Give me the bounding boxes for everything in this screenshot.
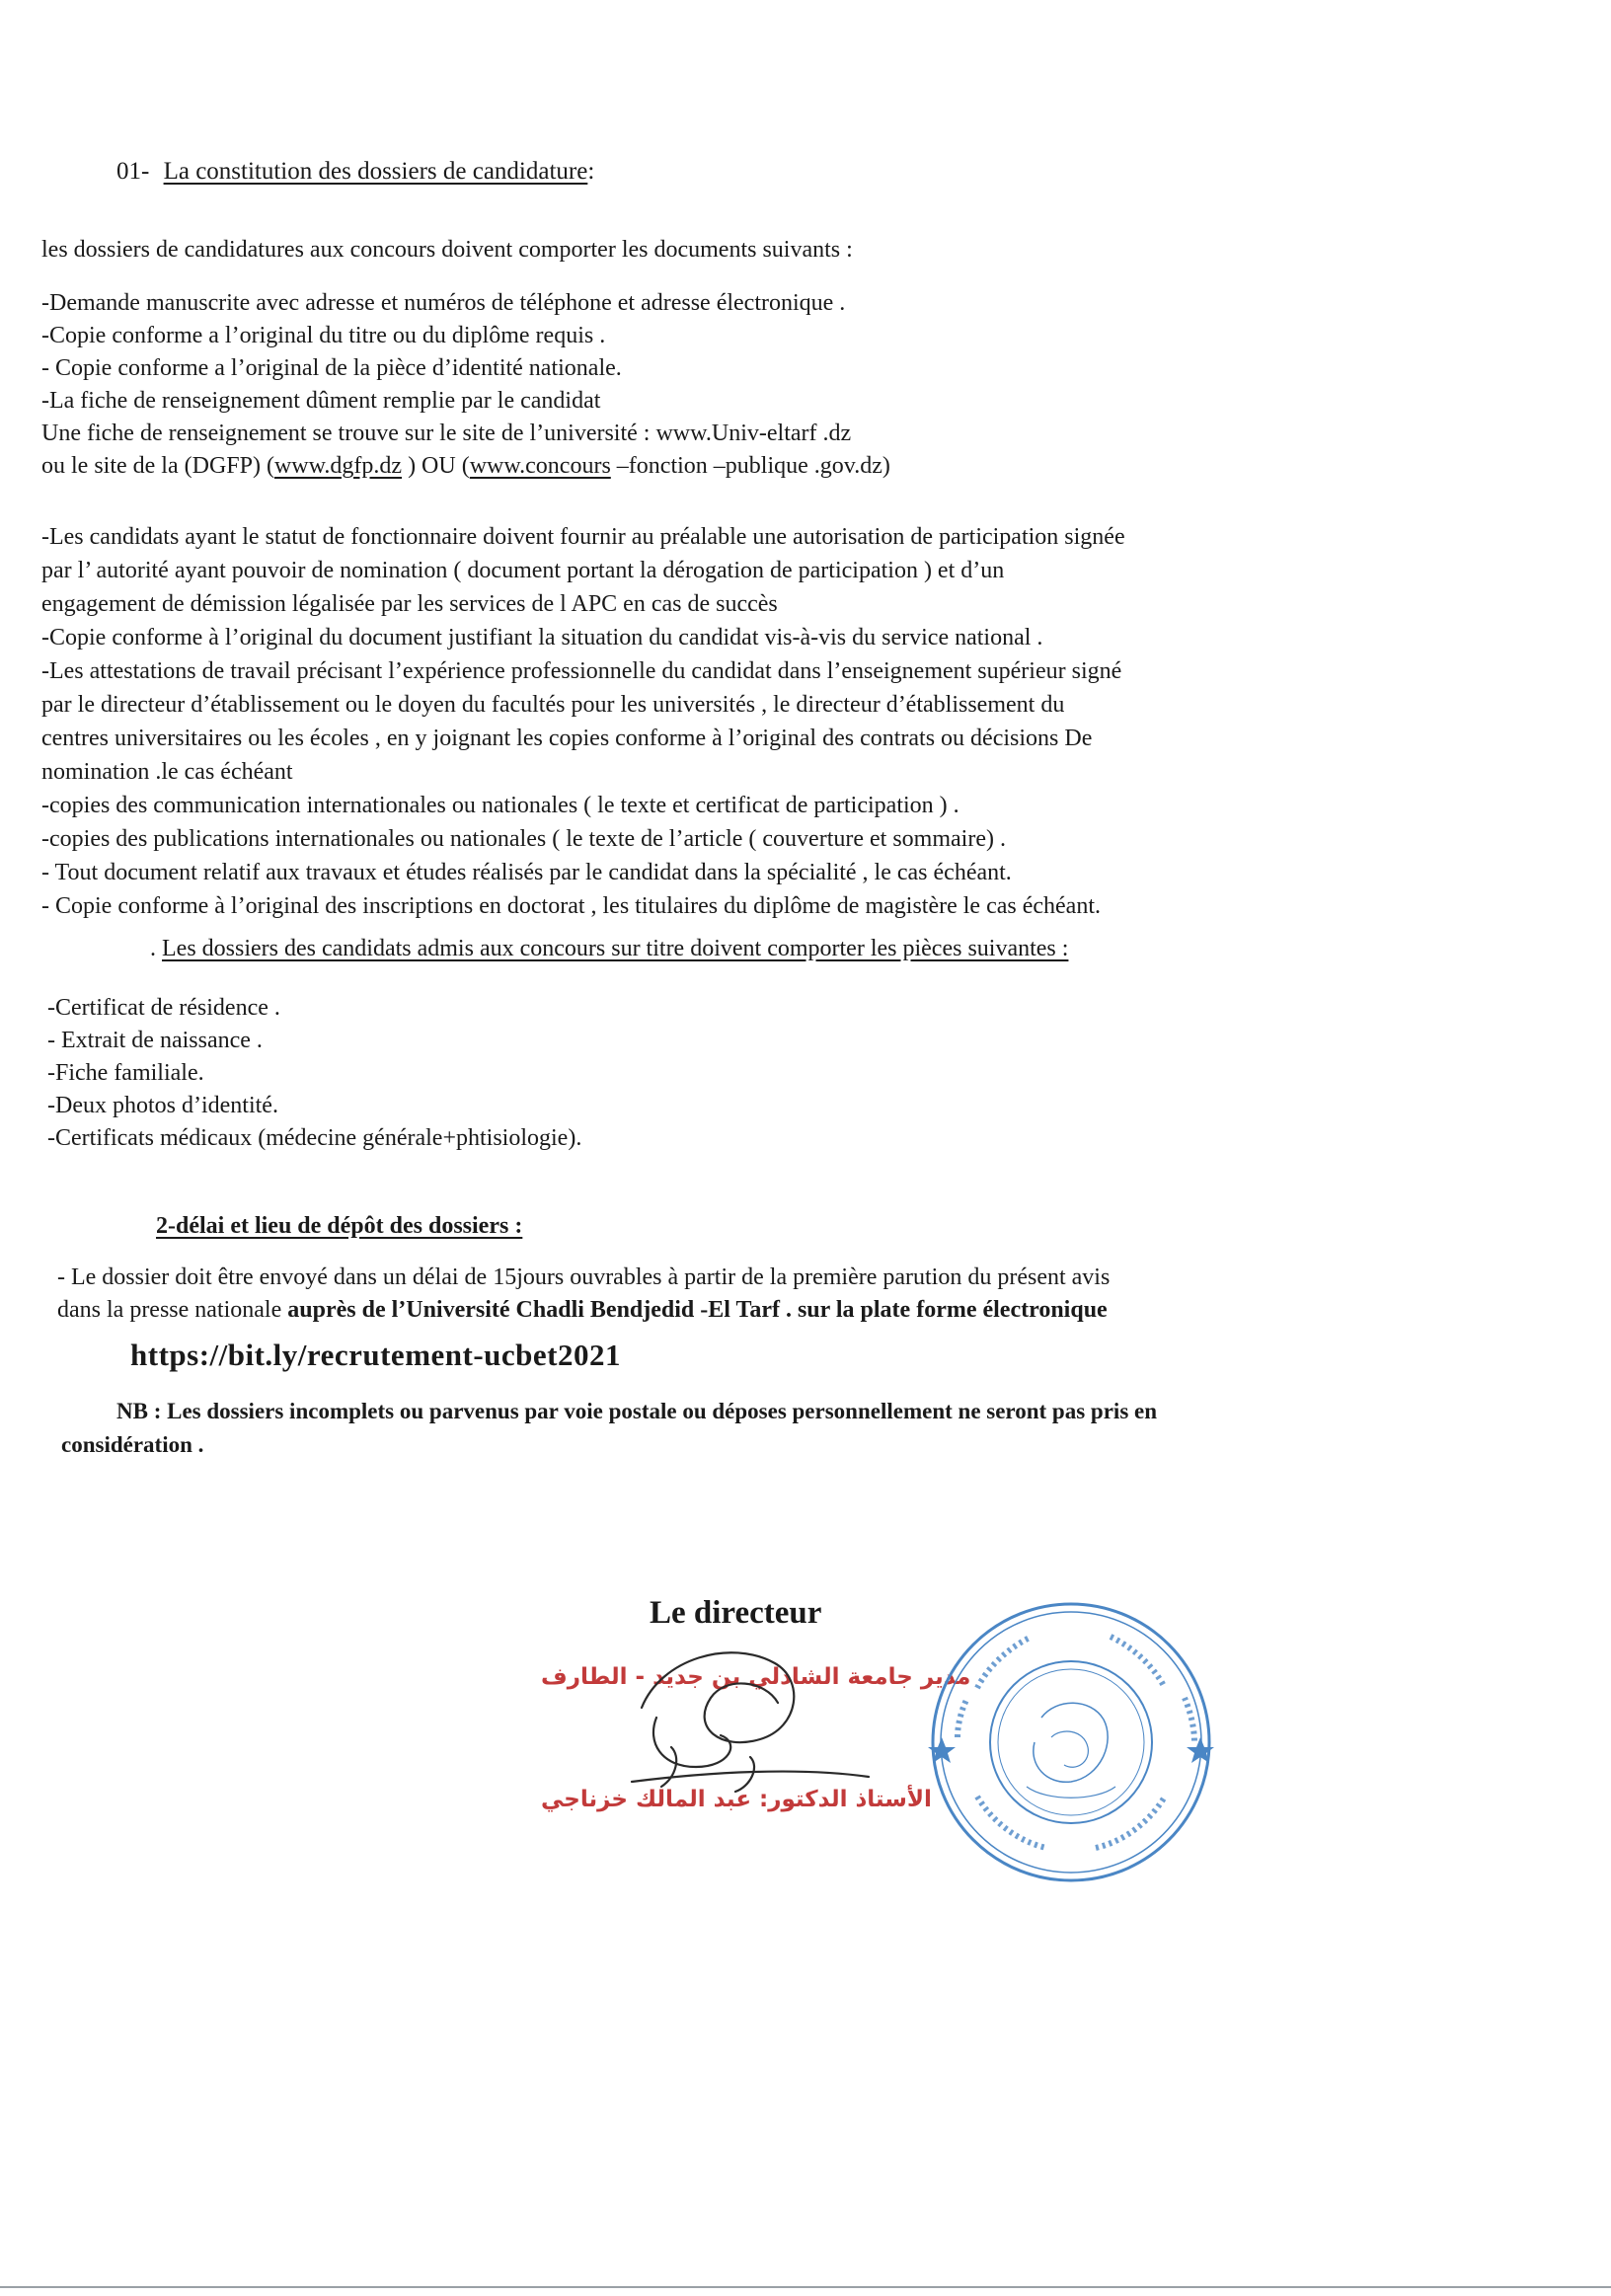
site-line-prefix: ou le site de la (DGFP) (	[41, 453, 274, 479]
list-item: par l’ autorité ayant pouvoir de nomination ( document portant la dérogation de participation ) et d’un	[41, 558, 1005, 583]
list-item: - Copie conforme a l’original de la pièce d’identité nationale.	[41, 355, 622, 381]
list-item: -Certificats médicaux (médecine générale+phtisiologie).	[47, 1125, 582, 1151]
document-list-1	[41, 287, 890, 483]
nb-line: considération .	[61, 1432, 204, 1457]
list-item: -Fiche familiale.	[47, 1060, 204, 1086]
list-item: - Extrait de naissance .	[47, 1028, 263, 1053]
list-item: -Copie conforme à l’original du document justifiant la situation du candidat vis-à-vis du service national .	[41, 625, 1043, 651]
list-item: par le directeur d’établissement ou le doyen du facultés pour les universités , le directeur d’établissement du	[41, 692, 1065, 718]
official-stamp	[918, 1589, 1224, 1895]
handwritten-signature	[602, 1619, 898, 1836]
location-line	[57, 1294, 1110, 1327]
section1-title: La constitution des dossiers de candidature	[163, 158, 588, 185]
signature-title: Le directeur	[650, 1595, 822, 1631]
list-item: -Deux photos d’identité.	[47, 1093, 278, 1118]
list-item: -Les candidats ayant le statut de fonctionnaire doivent fournir au préalable une autorisation de participation signée	[41, 524, 1125, 550]
site-line	[41, 450, 890, 483]
section1-colon: :	[587, 158, 595, 185]
admitted-title: Les dossiers des candidats admis aux concours sur titre doivent comporter les pièces suivantes :	[162, 936, 1069, 961]
deadline-line: - Le dossier doit être envoyé dans un délai de 15jours ouvrables à partir de la première parution du présent avis	[57, 1264, 1111, 1290]
section1-number: 01-	[116, 158, 150, 185]
site-line-middle: ) OU (	[402, 453, 470, 479]
page-bottom-rule	[0, 2286, 1611, 2288]
section2-heading: 2-délai et lieu de dépôt des dossiers :	[156, 1213, 523, 1239]
admitted-prefix: .	[150, 936, 162, 961]
admitted-list	[47, 992, 581, 1155]
list-item: -copies des publications internationales ou nationales ( le texte de l’article ( couverture et sommaire) .	[41, 826, 1006, 852]
list-item: Une fiche de renseignement se trouve sur le site de l’université : www.Univ-eltarf .dz	[41, 421, 852, 446]
list-item: -Les attestations de travail précisant l’expérience professionnelle du candidat dans l’enseignement supérieur signé	[41, 658, 1122, 684]
list-item: -copies des communication internationales ou nationales ( le texte et certificat de participation ) .	[41, 793, 959, 818]
signature-arabic-line2: الأستاذ الدكتور: عبد المالك خزناجي	[541, 1787, 932, 1812]
list-item: - Copie conforme à l’original des inscriptions en doctorat , les titulaires du diplôme de magistère le cas échéant.	[41, 893, 1101, 919]
list-item: engagement de démission légalisée par les services de l APC en cas de succès	[41, 591, 778, 617]
site-line-suffix: –fonction –publique .gov.dz)	[610, 453, 890, 479]
location-bold: auprès de l’Université Chadli Bendjedid -El Tarf . sur la plate forme électronique	[287, 1297, 1108, 1323]
location-normal: dans la presse nationale	[57, 1297, 288, 1323]
document-list-2	[41, 520, 1125, 923]
list-item: - Tout document relatif aux travaux et études réalisés par le candidat dans la spécialité , le cas échéant.	[41, 860, 1012, 885]
platform-link[interactable]: https://bit.ly/recrutement-ucbet2021	[130, 1338, 621, 1372]
list-item: -Certificat de résidence .	[47, 995, 280, 1021]
list-item: -La fiche de renseignement dûment remplie par le candidat	[41, 388, 601, 414]
concours-link[interactable]: www.concours	[469, 453, 611, 479]
section1-heading	[116, 155, 594, 188]
section1-intro: les dossiers de candidatures aux concours doivent comporter les documents suivants :	[41, 237, 853, 263]
admitted-heading	[150, 933, 1068, 965]
list-item: -Demande manuscrite avec adresse et numéros de téléphone et adresse électronique .	[41, 290, 846, 316]
section2-body	[57, 1262, 1110, 1327]
nb-note	[61, 1395, 1157, 1462]
nb-line: NB : Les dossiers incomplets ou parvenus par voie postale ou déposes personnellement ne seront pas pris en	[116, 1399, 1158, 1423]
list-item: -Copie conforme a l’original du titre ou du diplôme requis .	[41, 323, 606, 348]
dgfp-link[interactable]: www.dgfp.dz	[273, 453, 403, 479]
list-item: nomination .le cas échéant	[41, 759, 293, 785]
signature-arabic-line1: مدير جامعة الشاذلي بن جديد - الطارف	[541, 1664, 971, 1690]
list-item: centres universitaires ou les écoles , en y joignant les copies conforme à l’original des contrats ou décisions De	[41, 726, 1093, 751]
